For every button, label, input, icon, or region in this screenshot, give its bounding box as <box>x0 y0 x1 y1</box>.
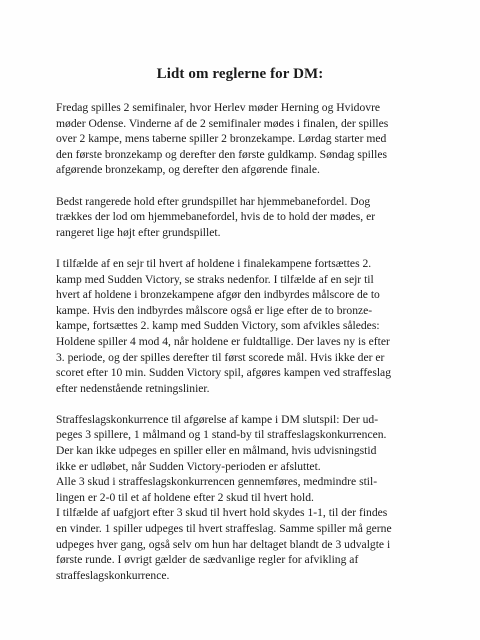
text-line: Holdene spiller 4 mod 4, når holdene er fuldtallige. Der laves ny is efter <box>56 334 390 348</box>
text-line: rangeret lige højt efter grundspillet. <box>56 225 221 239</box>
text-line: Der kan ikke udpeges en spiller eller en målmand, hvis udvisningstid <box>56 444 377 458</box>
text-line: afgørende bronzekamp, og derefter den afgørende finale. <box>56 163 320 177</box>
text-line: kampe, fortsættes 2. kamp med Sudden Victory, som afvikles således: <box>56 319 380 333</box>
text-line: I tilfælde af uafgjort efter 3 skud til hvert hold skydes 1-1, til der findes <box>56 506 388 520</box>
text-line: efter nedenstående retningslinier. <box>56 381 210 395</box>
text-line: over 2 kampe, mens taberne spiller 2 bronzekampe. Lørdag starter med <box>56 132 387 146</box>
text-line: ikke er udløbet, når Sudden Victory-perioden er afsluttet. <box>56 459 321 473</box>
document-title: Lidt om reglerne for DM: <box>156 66 324 82</box>
text-line: 3. periode, og der spilles derefter til først scorede mål. Hvis ikke der er <box>56 350 385 364</box>
text-line: lingen er 2-0 til et af holdene efter 2 skud til hvert hold. <box>56 490 314 504</box>
paragraph-sudden-victory <box>56 256 456 396</box>
document-body <box>56 100 456 599</box>
text-line: møder Odense. Vinderne af de 2 semifinaler mødes i finalen, der spilles <box>56 116 389 130</box>
text-line: peges 3 spillere, 1 målmand og 1 stand-by til straffeslagskonkurrencen. <box>56 428 387 442</box>
text-line: kampe. Hvis den indbyrdes målscore også er lige efter de to bronze- <box>56 303 373 317</box>
text-line: straffeslagskonkurrence. <box>56 568 170 582</box>
text-line: første runde. I øvrigt gælder de sædvanlige regler for afvikling af <box>56 553 359 567</box>
text-line: udpeges hver gang, også selv om hun har deltaget blandt de 3 udvalgte i <box>56 537 391 551</box>
paragraph-home-advantage <box>56 194 456 241</box>
text-line: Straffeslagskonkurrence til afgørelse af kampe i DM slutspil: Der ud- <box>56 412 379 426</box>
text-line: hvert af holdene i bronzekampene afgør den indbyrdes målscore de to <box>56 288 380 302</box>
text-line: kamp med Sudden Victory, se straks nedenfor. I tilfælde af en sejr til <box>56 272 374 286</box>
text-line: I tilfælde af en sejr til hvert af holdene i finalekampene fortsættes 2. <box>56 256 372 270</box>
paragraph-penalty-shootout <box>56 412 456 584</box>
paragraph-schedule <box>56 100 456 178</box>
text-line: den første bronzekamp og derefter den første guldkamp. Søndag spilles <box>56 147 387 161</box>
text-line: Fredag spilles 2 semifinaler, hvor Herlev møder Herning og Hvidovre <box>56 101 381 114</box>
text-line: trækkes der lod om hjemmebanefordel, hvis de to hold der mødes, er <box>56 210 376 224</box>
text-line: Alle 3 skud i straffeslagskonkurrencen gennemføres, medmindre stil- <box>56 475 378 489</box>
text-line: scoret efter 10 min. Sudden Victory spil, afgøres kampen ved straffeslag <box>56 366 392 380</box>
text-line: en vinder. 1 spiller udpeges til hvert straffeslag. Samme spiller må gerne <box>56 522 392 536</box>
text-line: Bedst rangerede hold efter grundspillet har hjemmebanefordel. Dog <box>56 194 371 208</box>
